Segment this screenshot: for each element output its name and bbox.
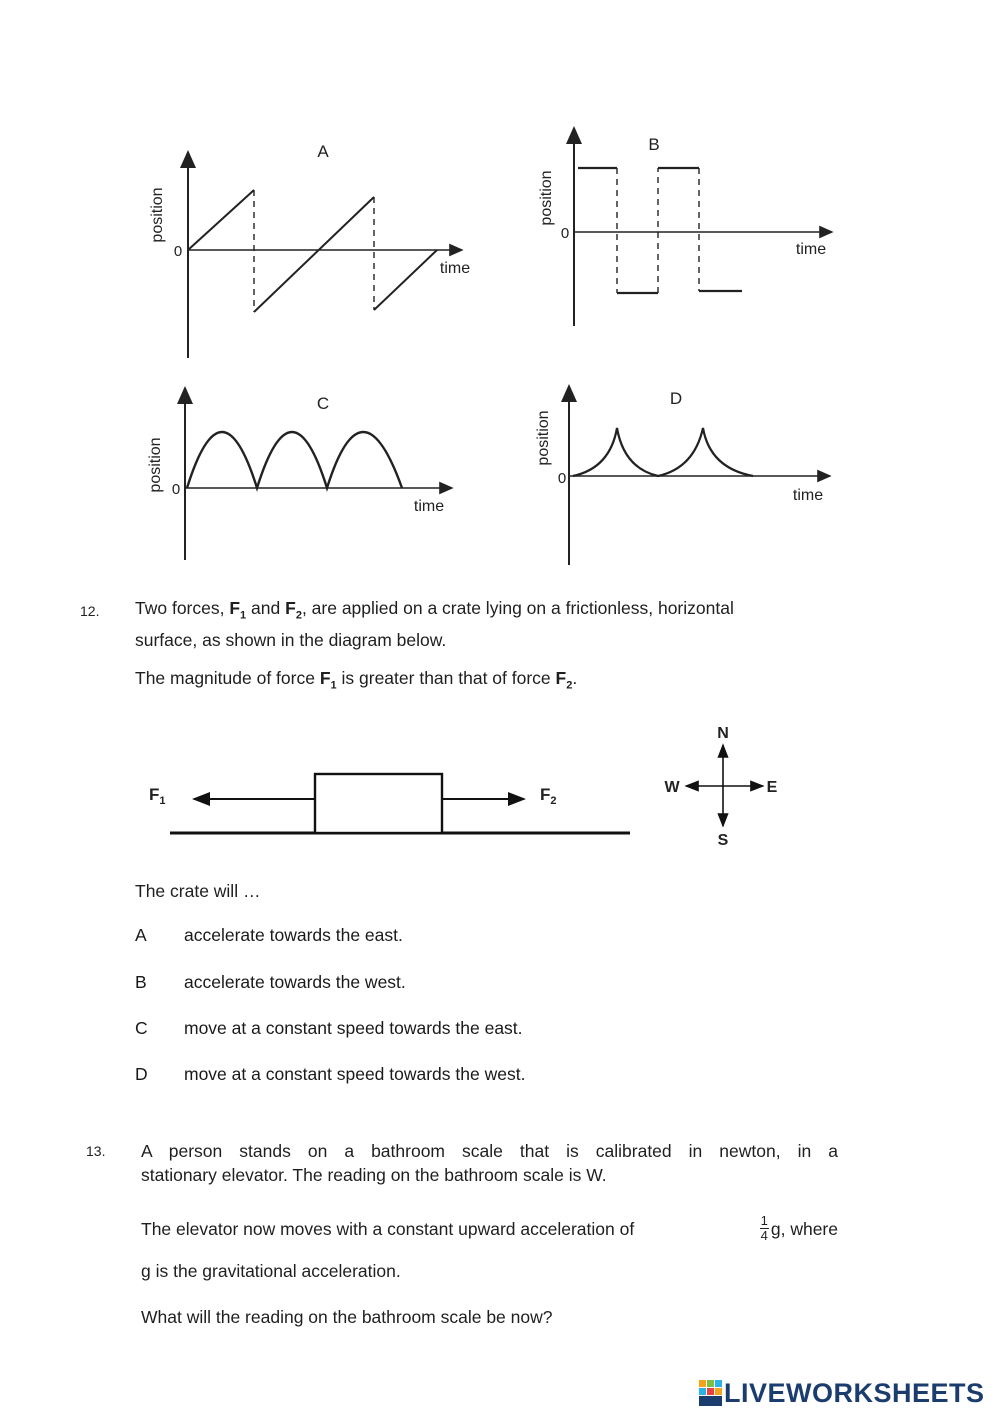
- compass: [664, 725, 777, 849]
- graph-b-origin: 0: [560, 225, 570, 242]
- q13-line2: stationary elevator. The reading on the bathroom scale is W.: [141, 1165, 607, 1185]
- q12-mag-f2: $F_2$: [555, 668, 573, 692]
- liveworksheets-logo-icon: [698, 1378, 724, 1408]
- diagram-f2-label: $F_2$: [540, 785, 557, 807]
- liveworksheets-logo-text: LIVEWORKSHEETS: [724, 1377, 985, 1408]
- q12-line1-pre: Two forces,: [135, 598, 230, 618]
- q12-option-c[interactable]: [135, 1018, 523, 1039]
- q13-number: 13.: [86, 1143, 106, 1159]
- graph-d-label: D: [669, 389, 683, 408]
- liveworksheets-logo: [698, 1376, 985, 1410]
- q12-number: 12.: [80, 603, 100, 619]
- graph-c-origin: 0: [171, 481, 181, 498]
- q13-line1: A person stands on a bathroom scale that is calibrated in newton, in a: [141, 1141, 838, 1161]
- option-b-letter: B: [135, 972, 147, 992]
- option-d-letter: D: [135, 1064, 148, 1084]
- option-b-text: accelerate towards the west.: [184, 972, 406, 992]
- q12-option-d[interactable]: [135, 1064, 525, 1085]
- q13-fraction-group: [758, 1214, 838, 1243]
- crate: [315, 774, 442, 833]
- graph-d-xlabel: time: [792, 487, 824, 504]
- graph-a-origin: 0: [173, 243, 183, 260]
- q12-mag-mid: is greater than that of force: [336, 668, 556, 688]
- q12-mag-pre: The magnitude of force: [135, 668, 320, 688]
- compass-e: E: [766, 779, 778, 796]
- q12-option-b[interactable]: [135, 972, 406, 993]
- q13-line3-pre: The elevator now moves with a constant upward acceleration of: [141, 1218, 635, 1239]
- option-d-text: move at a constant speed towards the west.: [184, 1064, 526, 1084]
- graph-a-label: A: [317, 142, 329, 161]
- graph-b-xlabel: time: [795, 241, 827, 258]
- option-c-text: move at a constant speed towards the east.: [184, 1018, 523, 1038]
- compass-w: W: [664, 779, 680, 796]
- q12-mag-f1: $F_1$: [319, 668, 337, 692]
- option-a-letter: A: [135, 925, 147, 945]
- q13-question: What will the reading on the bathroom scale be now?: [141, 1307, 553, 1327]
- q13-stem: [141, 1139, 838, 1187]
- graph-d-origin: 0: [557, 470, 567, 487]
- q12-and: and: [246, 598, 286, 618]
- graph-a-xlabel: time: [439, 260, 471, 277]
- q13-line3: [141, 1214, 838, 1243]
- graph-a-ylabel: position: [149, 187, 166, 243]
- graph-b-ylabel: position: [538, 170, 555, 226]
- option-a-text: accelerate towards the east.: [184, 925, 403, 945]
- q13-fraction: $\frac{1}{4}$: [760, 1213, 768, 1243]
- q12-line2: surface, as shown in the diagram below.: [135, 629, 447, 650]
- graph-c-label: C: [316, 394, 330, 413]
- diagram-f1-label: $F_1$: [149, 785, 166, 807]
- q12-f1: $F_1$: [229, 598, 247, 622]
- q12-f2: $F_2$: [285, 598, 302, 622]
- q12-mag-end: .: [572, 668, 578, 688]
- graph-d-ylabel: position: [535, 410, 552, 466]
- compass-s: S: [717, 832, 729, 849]
- q13-line3-post: g, where: [770, 1218, 838, 1239]
- graph-c-xlabel: time: [413, 498, 445, 515]
- q13-line4: g is the gravitational acceleration.: [141, 1261, 401, 1281]
- option-c-letter: C: [135, 1018, 148, 1038]
- graph-c-ylabel: position: [147, 437, 164, 493]
- q12-prompt: The crate will …: [135, 881, 261, 901]
- compass-n: N: [717, 725, 729, 742]
- q12-line1-post: , are applied on a crate lying on a frictionless, horizontal: [301, 598, 734, 618]
- graph-b-label: B: [648, 135, 660, 154]
- q12-option-a[interactable]: [135, 925, 403, 946]
